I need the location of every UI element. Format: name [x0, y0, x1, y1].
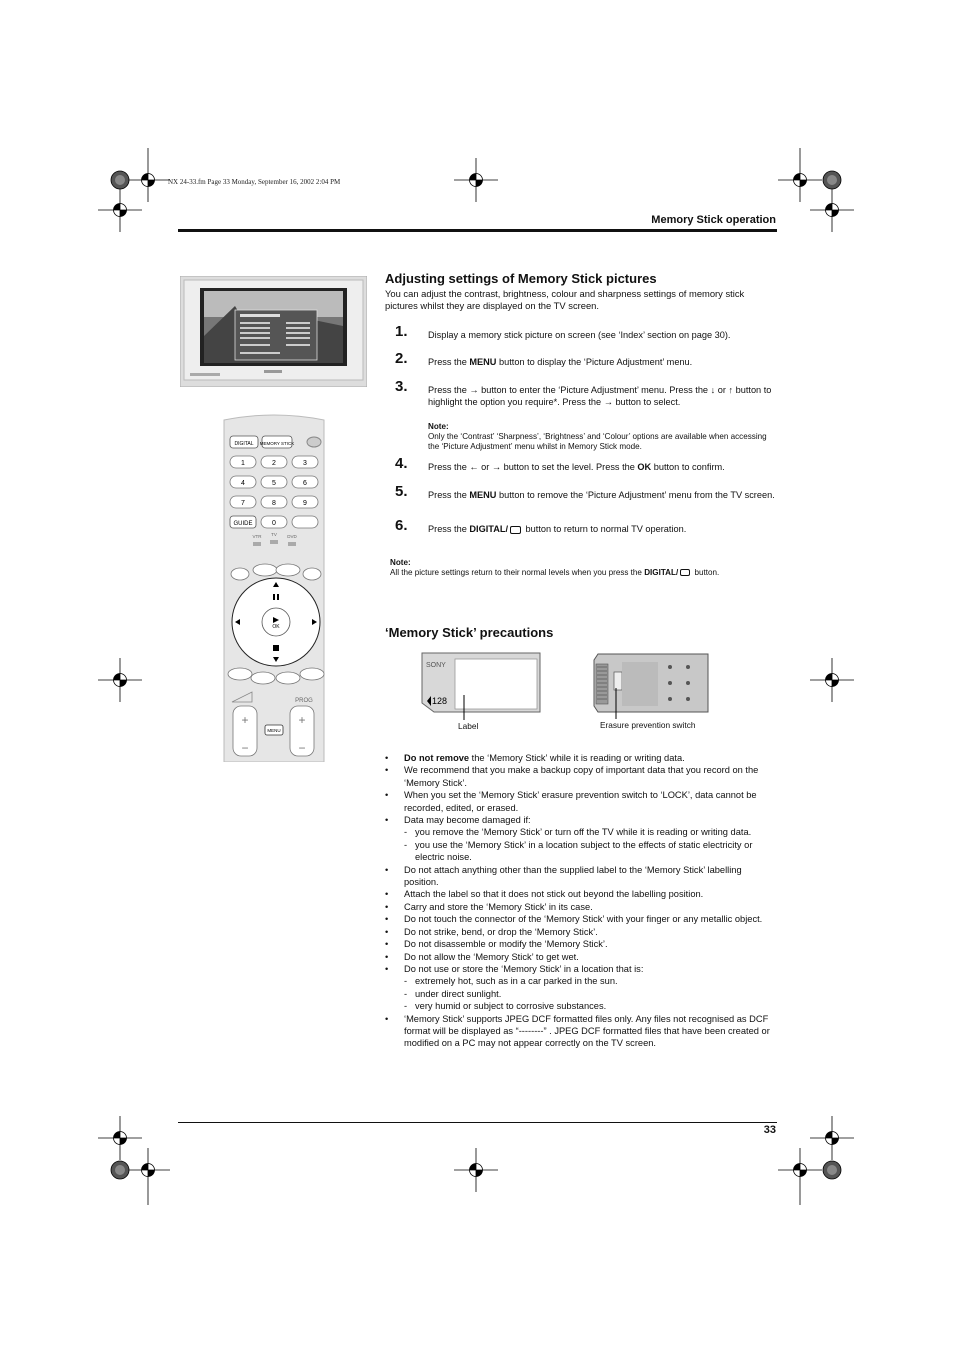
bullet-icon: • [385, 815, 389, 826]
step-3 [395, 378, 777, 408]
note-text: All the picture settings return to their normal levels when you press the [390, 568, 645, 577]
precaution-sublist [404, 975, 777, 1012]
section-title-adjusting: Adjusting settings of Memory Stick pictures [385, 271, 657, 286]
precaution-text: ‘Memory Stick’ supports JPEG DCF formatted files only. Any files not recognised as DCF format will be displayed as “--------” . JPEG DCF formatted files that have been created or modified on a PC may not appear correctly on the TV screen. [404, 1013, 770, 1049]
svg-text:−: − [241, 741, 249, 755]
step-text: button to set the level. Press the [501, 462, 638, 472]
memory-stick-back [592, 652, 710, 714]
precaution-subitem [404, 1000, 777, 1012]
bullet-icon: • [385, 914, 389, 925]
caption-erasure-switch: Erasure prevention switch [600, 720, 696, 730]
step-6 [395, 517, 777, 535]
precaution-emphasis: Do not remove [404, 753, 470, 763]
step-text: Press the [428, 524, 470, 534]
dash-icon: - [404, 1001, 408, 1012]
precaution-item [385, 888, 777, 900]
menu-key-label: MENU [469, 490, 497, 500]
switch-pointer [612, 688, 622, 720]
precaution-item [385, 963, 777, 1013]
precautions-list [385, 752, 777, 1050]
precaution-item [385, 752, 777, 764]
step-text: or [715, 385, 729, 395]
precaution-text: Do not strike, bend, or drop the ‘Memory Stick’. [404, 926, 598, 937]
bullet-icon: • [385, 901, 389, 912]
label-pointer [460, 695, 470, 721]
precaution-text: Attach the label so that it does not stick out beyond the labelling position. [404, 889, 704, 900]
precaution-item [385, 789, 777, 814]
page-number: 33 [763, 1124, 776, 1136]
bullet-icon: • [385, 1013, 389, 1024]
step-text: Press the [428, 385, 470, 395]
caption-label: Label [458, 721, 479, 731]
arrow-right-icon: → [603, 397, 613, 407]
precaution-item [385, 913, 777, 925]
step-1 [395, 323, 777, 341]
tv-icon [680, 569, 690, 576]
step-text: Display a memory stick picture on screen (see ‘Index’ section on page 30). [428, 330, 731, 340]
tv-icon [510, 526, 521, 534]
precaution-subtext: extremely hot, such as in a car parked in the sun. [415, 976, 618, 987]
step-text: Press the [428, 357, 470, 367]
svg-text:+: + [298, 713, 306, 727]
step-4 [395, 455, 777, 473]
dash-icon: - [404, 839, 408, 850]
bullet-icon: • [385, 753, 389, 763]
precaution-text: Do not use or store the ‘Memory Stick’ in a location that is: [404, 963, 644, 974]
arrow-right-icon: → [491, 462, 502, 472]
remote-key-1: 1 [241, 460, 245, 467]
remote-key-3: 3 [303, 460, 307, 467]
step-text: button to enter the ‘Picture Adjustment’ menu. Press the [478, 385, 711, 395]
precaution-text: We recommend that you make a backup copy of important data that you record on the ‘Memory Stick’. [404, 765, 759, 788]
precaution-item [385, 951, 777, 963]
bullet-icon: • [385, 951, 389, 962]
print-info: NX 24-33.fm Page 33 Monday, September 16, 2002 2:04 PM [168, 178, 341, 186]
precaution-text: Do not disassemble or modify the ‘Memory Stick’. [404, 939, 608, 950]
step-text: button to highlight the option you require*. Press the [428, 385, 772, 407]
precaution-subitem [404, 975, 777, 987]
svg-text:+: + [241, 713, 249, 727]
remote-key-4: 4 [241, 480, 245, 487]
step-number: 6. [395, 517, 408, 534]
bullet-icon: • [385, 926, 389, 937]
precaution-text: Do not touch the connector of the ‘Memory Stick’ with your finger or any metallic object. [404, 914, 763, 925]
arrow-down-icon: ↓ [710, 385, 716, 395]
arrow-up-icon: ↑ [728, 385, 734, 395]
precaution-text: Carry and store the ‘Memory Stick’ in its case. [404, 901, 593, 912]
remote-digital-label: DIGITAL [234, 441, 254, 447]
remote-key-2: 2 [272, 460, 276, 467]
remote-mode-vtr: VTR [252, 534, 262, 539]
dash-icon: - [404, 827, 408, 838]
section-title-precautions: ‘Memory Stick’ precautions [385, 625, 554, 640]
remote-memory-stick-label: MEMORY STICK [259, 441, 295, 446]
precaution-item [385, 864, 777, 889]
precaution-item [385, 1013, 777, 1050]
remote-menu-label: MENU [267, 728, 281, 733]
step-text: or [478, 462, 492, 472]
precaution-subtext: you remove the ‘Memory Stick’ or turn off the TV while it is reading or writing data. [415, 827, 752, 838]
precaution-item [385, 814, 777, 864]
bullet-icon: • [385, 765, 389, 776]
remote-key-6: 6 [303, 480, 307, 487]
remote-mode-dvd: DVD [287, 534, 297, 539]
footer-rule [178, 1122, 777, 1123]
card-brand: SONY [426, 662, 446, 669]
precaution-item [385, 901, 777, 913]
note-text: Only the ‘Contrast’ ‘Sharpness’, ‘Brightness’ and ‘Colour’ options are available when accessing the ‘Picture Adjustment’ menu whilst in Memory Stick mode. [428, 432, 767, 451]
precaution-text: the ‘Memory Stick’ while it is reading or writing data. [469, 753, 685, 763]
bullet-icon: • [385, 790, 389, 801]
header-title: Memory Stick operation [651, 214, 776, 226]
arrow-left-icon: ← [469, 462, 479, 472]
precaution-subtext: under direct sunlight. [415, 988, 502, 999]
step-number: 3. [395, 378, 408, 395]
remote-guide-label: GUIDE [233, 521, 253, 527]
precaution-subitem [404, 839, 777, 864]
precaution-subitem [404, 826, 777, 838]
precaution-subtext: you use the ‘Memory Stick’ in a location subject to the effects of static electricity or electric noise. [415, 839, 753, 863]
section-intro: You can adjust the contrast, brightness, colour and sharpness settings of memory stick pictures whilst they are displayed on the TV screen. [385, 288, 745, 311]
remote-mode-tv: TV [271, 532, 277, 537]
remote-key-0: 0 [272, 520, 276, 527]
step-text: button to return to normal TV operation. [523, 524, 687, 534]
digital-key-label: DIGITAL/ [644, 568, 679, 577]
dash-icon: - [404, 988, 408, 999]
precaution-item [385, 926, 777, 938]
remote-key-5: 5 [272, 480, 276, 487]
step-text: button to confirm. [651, 462, 725, 472]
step-number: 1. [395, 323, 408, 340]
remote-prog-label: PROG [295, 698, 313, 704]
step-5 [395, 483, 777, 501]
dash-icon: - [404, 976, 408, 987]
remote-key-9: 9 [303, 500, 307, 507]
step-number: 2. [395, 350, 408, 367]
note-outer [390, 558, 777, 578]
note-label: Note: [390, 558, 411, 567]
digital-key-label: DIGITAL/ [469, 524, 508, 534]
menu-key-label: MENU [469, 357, 497, 367]
precaution-text: Data may become damaged if: [404, 815, 531, 826]
step-number: 5. [395, 483, 408, 500]
note-label: Note: [428, 422, 449, 431]
remote-key-8: 8 [272, 500, 276, 507]
precaution-subitem [404, 988, 777, 1000]
precaution-item [385, 938, 777, 950]
remote-ok-label: OK [272, 624, 280, 630]
precaution-sublist [404, 826, 777, 863]
note-text: button. [692, 568, 720, 577]
step-text: Press the [428, 462, 470, 472]
bullet-icon: • [385, 939, 389, 950]
tv-illustration [180, 276, 367, 387]
memory-stick-front [420, 651, 542, 714]
remote-key-7: 7 [241, 500, 245, 507]
step-number: 4. [395, 455, 408, 472]
arrow-right-icon: → [469, 385, 479, 395]
precaution-subtext: very humid or subject to corrosive substances. [415, 1001, 607, 1012]
step-2 [395, 350, 777, 368]
precaution-text: Do not allow the ‘Memory Stick’ to get wet. [404, 951, 579, 962]
precaution-item [385, 764, 777, 789]
svg-text:−: − [298, 741, 306, 755]
precaution-text: When you set the ‘Memory Stick’ erasure prevention switch to ‘LOCK’, data cannot be recorded, edited, or erased. [404, 790, 757, 813]
step-text: button to remove the ‘Picture Adjustment’ menu from the TV screen. [496, 490, 775, 500]
bullet-icon: • [385, 963, 389, 974]
step-text: button to select. [612, 397, 681, 407]
card-capacity: 128 [432, 696, 448, 706]
bullet-icon: • [385, 889, 389, 900]
step-text: Press the [428, 490, 470, 500]
ok-key-label: OK [637, 462, 652, 472]
remote-illustration [220, 412, 329, 762]
step-text: button to display the ‘Picture Adjustment’ menu. [496, 357, 693, 367]
note-inner [428, 422, 777, 452]
bullet-icon: • [385, 864, 389, 875]
precaution-text: Do not attach anything other than the supplied label to the ‘Memory Stick’ labelling position. [404, 864, 742, 888]
header-rule [178, 229, 777, 232]
